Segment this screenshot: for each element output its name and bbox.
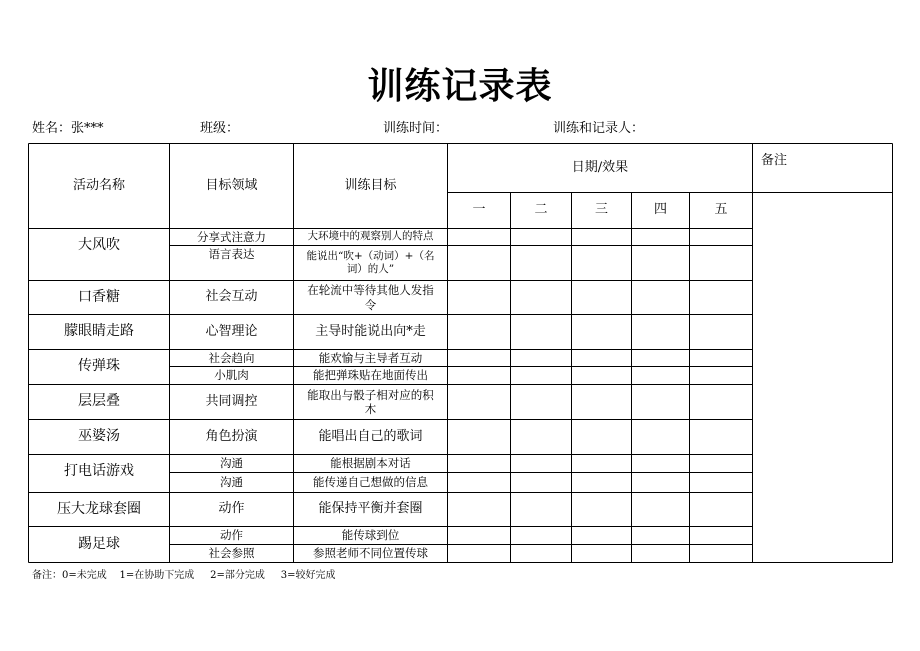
- domain-cell: 动作: [218, 501, 245, 517]
- goal-cell: 能保持平衡并套圈: [318, 501, 423, 517]
- activity-name: 朦眼睛走路: [64, 323, 134, 340]
- domain-cell: 共同调控: [205, 393, 258, 409]
- activity-name: 打电话游戏: [64, 463, 134, 480]
- page-title: 训练记录表: [367, 65, 553, 107]
- domain-cell: 沟通: [220, 475, 243, 490]
- header-domain: 目标领域: [205, 177, 258, 193]
- domain-cell: 角色扮演: [205, 428, 258, 444]
- legend-note: 备注：0=未完成 1=在协助下完成 2=部分完成 3=较好完成: [32, 570, 336, 581]
- domain-cell: 社会趋向: [208, 350, 255, 365]
- domain-cell: 社会互动: [205, 289, 258, 305]
- recorder-field: 训练和记录人：: [553, 121, 645, 136]
- goal-cell: 能说出“吹+（动词）+（名词）的人”: [306, 249, 435, 275]
- domain-cell: 动作: [220, 528, 243, 543]
- header-day-3: 三: [594, 202, 608, 218]
- class-field: 班级：: [200, 121, 240, 136]
- goal-cell: 能欢愉与主导者互动: [318, 350, 423, 365]
- header-day-5: 五: [714, 202, 728, 218]
- activity-name: 层层叠: [78, 393, 120, 410]
- header-date-effect: 日期/效果: [571, 159, 629, 175]
- domain-cell: 小肌肉: [214, 368, 249, 383]
- training-time-field: 训练时间：: [383, 121, 449, 136]
- domain-cell: 语言表达: [208, 246, 255, 261]
- activity-name: 大风吹: [78, 237, 120, 254]
- goal-cell: 大环境中的观察别人的特点: [307, 230, 434, 243]
- goal-cell: 能把弹珠贴在地面传出: [313, 368, 428, 383]
- domain-cell: 沟通: [220, 456, 243, 471]
- goal-cell: 参照老师不同位置传球: [313, 546, 428, 561]
- goal-cell: 在轮流中等待其他人发指令: [307, 283, 434, 312]
- domain-cell: 分享式注意力: [197, 229, 266, 244]
- activity-name: 压大龙球套圈: [57, 500, 141, 517]
- domain-cell: 心智理论: [205, 323, 258, 339]
- activity-name: 巫婆汤: [78, 428, 120, 445]
- header-day-4: 四: [653, 202, 667, 218]
- goal-cell: 能根据剧本对话: [330, 456, 411, 471]
- header-day-2: 二: [534, 202, 548, 218]
- student-name: 姓名：张***: [32, 121, 104, 136]
- activity-name: 传弹珠: [78, 358, 120, 375]
- goal-cell: 能传递自己想做的信息: [313, 475, 428, 490]
- activity-name: 踢足球: [78, 535, 120, 552]
- header-activity: 活动名称: [72, 177, 125, 193]
- goal-cell: 主导时能说出向*走: [315, 323, 426, 339]
- header-remark: 备注: [760, 152, 787, 168]
- header-day-1: 一: [472, 202, 486, 218]
- header-goal: 训练目标: [344, 177, 397, 193]
- goal-cell: 能唱出自己的歌词: [318, 428, 423, 444]
- domain-cell: 社会参照: [208, 546, 255, 561]
- goal-cell: 能取出与骰子相对应的积木: [307, 387, 434, 416]
- activity-name: 口香糖: [78, 288, 120, 305]
- goal-cell: 能传球到位: [341, 528, 400, 543]
